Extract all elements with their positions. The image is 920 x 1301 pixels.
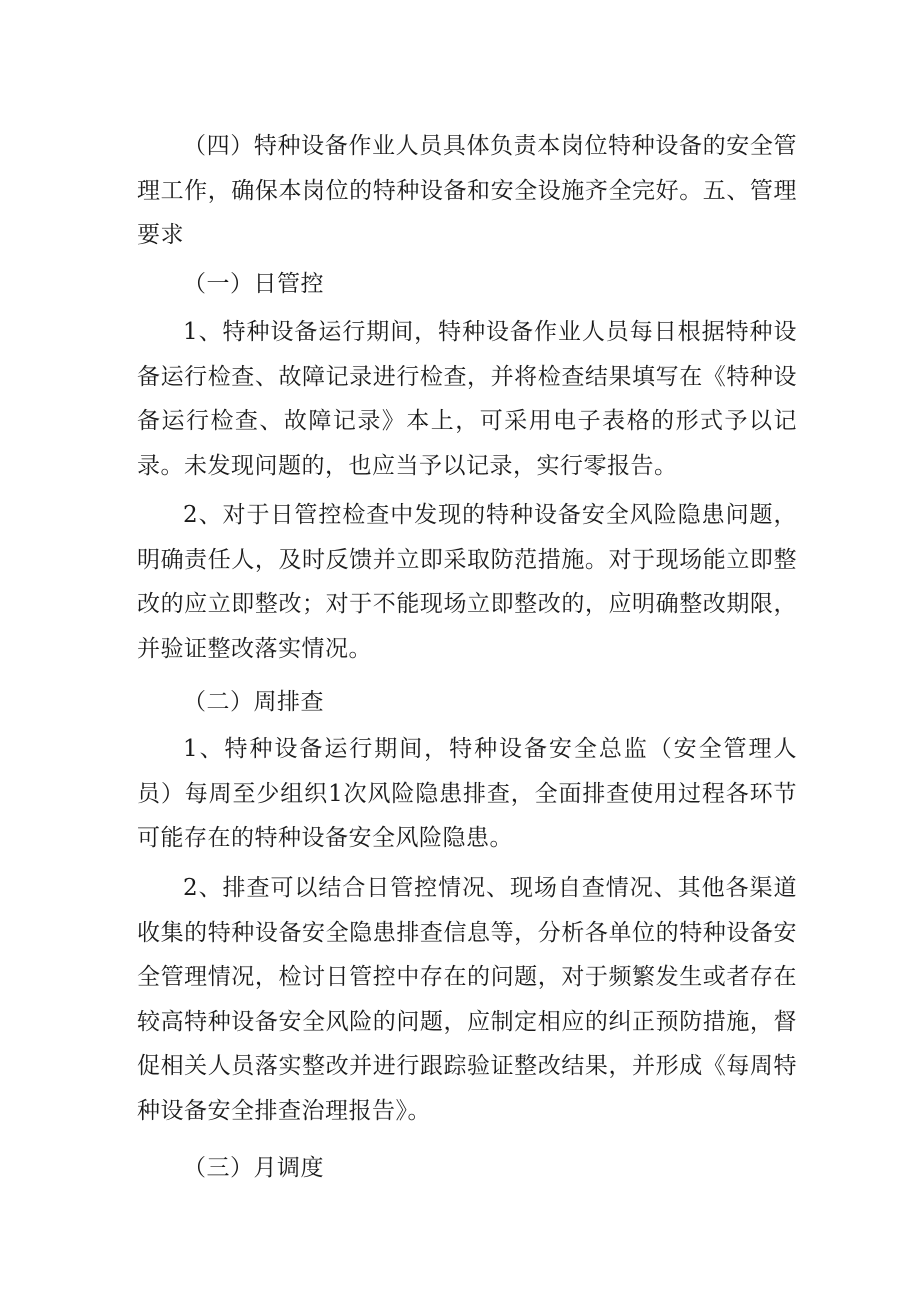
heading-daily-control: （一）日管控 (183, 271, 324, 297)
daily-item-1: 1、特种设备运行期间，特种设备作业人员每日根据特种设备运行检查、故障记录进行检查，并将检查结果填写在《特种设备运行检查、故障记录》本上，可采用电子表格的形式予以记录。未发现问题的，也应当予以记录，实行零报告。 (137, 319, 797, 479)
heading-monthly-dispatch: （三）月调度 (183, 1155, 324, 1181)
section4-paragraph: （四）特种设备作业人员具体负责本岗位特种设备的安全管理工作，确保本岗位的特种设备和安全设施齐全完好。五、管理要求 (137, 133, 797, 248)
daily-item-2: 2、对于日管控检查中发现的特种设备安全风险隐患问题，明确责任人，及时反馈并立即采取防范措施。对于现场能立即整改的应立即整改；对于不能现场立即整改的，应明确整改期限，并验证整改落实情况。 (137, 502, 797, 662)
heading-weekly-check: （二）周排查 (183, 689, 324, 715)
weekly-item-1: 1、特种设备运行期间，特种设备安全总监（安全管理人员）每周至少组织1次风险隐患排查，全面排查使用过程各环节可能存在的特种设备安全风险隐患。 (137, 736, 797, 851)
weekly-item-2: 2、排查可以结合日管控情况、现场自查情况、其他各渠道收集的特种设备安全隐患排查信息等，分析各单位的特种设备安全管理情况，检讨日管控中存在的问题，对于频繁发生或者存在较高特种设备安全风险的问题，应制定相应的纠正预防措施，督促相关人员落实整改并进行跟踪验证整改结果，并形成《每周特种设备安全排查治理报告》。 (137, 875, 797, 1124)
